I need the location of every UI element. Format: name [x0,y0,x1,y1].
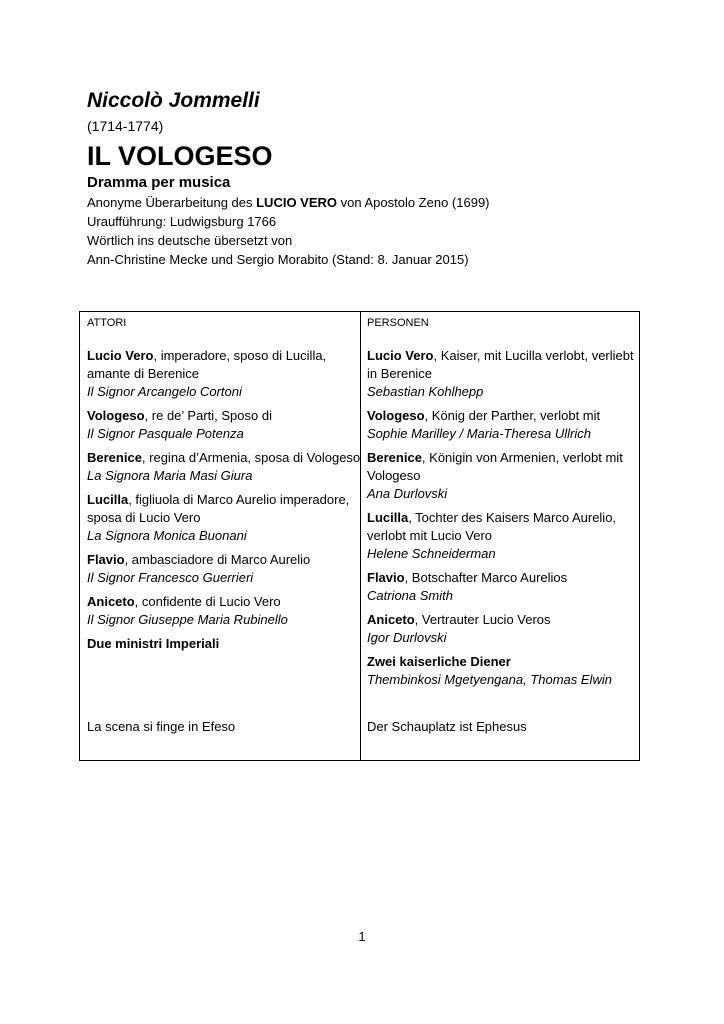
character-name: Vologeso [367,408,425,423]
character-name: Aniceto [87,594,135,609]
cast-entry [87,635,361,653]
cast-entry [87,407,361,443]
personen-header: PERSONEN [367,317,429,329]
scene-german: Der Schauplatz ist Ephesus [367,719,527,734]
singer-name: Ana Durlovski [367,486,448,501]
personen-list [367,347,641,689]
character-name: Aniceto [367,612,415,627]
character-name: Lucilla [87,492,129,507]
cast-entry [87,449,361,485]
singer-name: Thembinkosi Mgetyengana, Thomas Elwin [367,672,612,687]
singer-name: Sebastian Kohlhepp [367,384,484,399]
singer-name: Il Signor Giuseppe Maria Rubinello [87,612,288,627]
character-name: Berenice [87,450,142,465]
cast-entry [87,347,361,401]
cast-entry [367,407,641,443]
character-name: Flavio [87,552,125,567]
cast-entry [367,509,641,563]
title-block [87,88,687,269]
character-name: Due ministri Imperiali [87,636,220,651]
singer-name: Il Signor Francesco Guerrieri [87,570,254,585]
character-name: Lucio Vero [367,348,434,363]
cast-entry [367,569,641,605]
cast-entry [87,593,361,629]
character-name: Flavio [367,570,405,585]
singer-name: Il Signor Arcangelo Cortoni [87,384,242,399]
cast-entry [367,611,641,647]
source-line [87,193,687,212]
personen-column [367,312,641,695]
character-name: Berenice [367,450,422,465]
singer-name: Catriona Smith [367,588,453,603]
page-number: 1 [358,929,366,944]
translation-line: Wörtlich ins deutsche übersetzt von [87,233,293,248]
character-description: , Botschafter Marco Aurelios [404,570,568,585]
cast-table [79,311,640,761]
character-description: , confidente di Lucio Vero [134,594,281,609]
scene-italian: La scena si finge in Efeso [87,719,236,734]
character-description: , Tochter des Kaisers Marco Aurelio, verlobt mit Lucio Vero [367,510,617,543]
character-name: Lucio Vero [87,348,154,363]
singer-name: La Signora Maria Masi Giura [87,468,253,483]
cast-entry [367,653,641,689]
singer-name: Helene Schneiderman [367,546,496,561]
attori-column [87,312,361,659]
translators-line: Ann-Christine Mecke und Sergio Morabito (Stand: 8. Januar 2015) [87,252,469,267]
character-description: , figliuola di Marco Aurelio imperadore, sposa di Lucio Vero [87,492,350,525]
cast-entry [87,551,361,587]
character-description: , Vertrauter Lucio Veros [414,612,551,627]
singer-name: Il Signor Pasquale Potenza [87,426,244,441]
character-description: , imperadore, sposo di Lucilla, amante di Berenice [87,348,327,381]
cast-entry [367,449,641,503]
character-name: Zwei kaiserliche Diener [367,654,511,669]
character-description: , Kaiser, mit Lucilla verlobt, verliebt in Berenice [367,348,634,381]
premiere-line: Uraufführung: Ludwigsburg 1766 [87,214,277,229]
character-description: , König der Parther, verlobt mit [424,408,601,423]
attori-list [87,347,361,653]
opera-title: IL VOLOGESO [87,141,273,171]
character-description: , re de’ Parti, Sposo di [144,408,272,423]
cast-entry [87,491,361,545]
composer-name: Niccolò Jommelli [87,89,260,112]
character-name: Lucilla [367,510,409,525]
composer-dates: (1714-1774) [87,118,164,134]
source-work: LUCIO VERO [256,195,338,210]
character-name: Vologeso [87,408,145,423]
singer-name: La Signora Monica Buonani [87,528,247,543]
singer-name: Sophie Marilley / Maria-Theresa Ullrich [367,426,591,441]
character-description: , regina d’Armenia, sposa di Vologeso [141,450,361,465]
source-prefix: Anonyme Überarbeitung des [87,195,257,210]
attori-header: ATTORI [87,317,127,329]
character-description: , Königin von Armenien, verlobt mit Vologeso [367,450,623,483]
singer-name: Igor Durlovski [367,630,447,645]
source-suffix: von Apostolo Zeno (1699) [337,195,490,210]
cast-entry [367,347,641,401]
character-description: , ambasciadore di Marco Aurelio [124,552,311,567]
opera-subtitle: Dramma per musica [87,174,231,191]
